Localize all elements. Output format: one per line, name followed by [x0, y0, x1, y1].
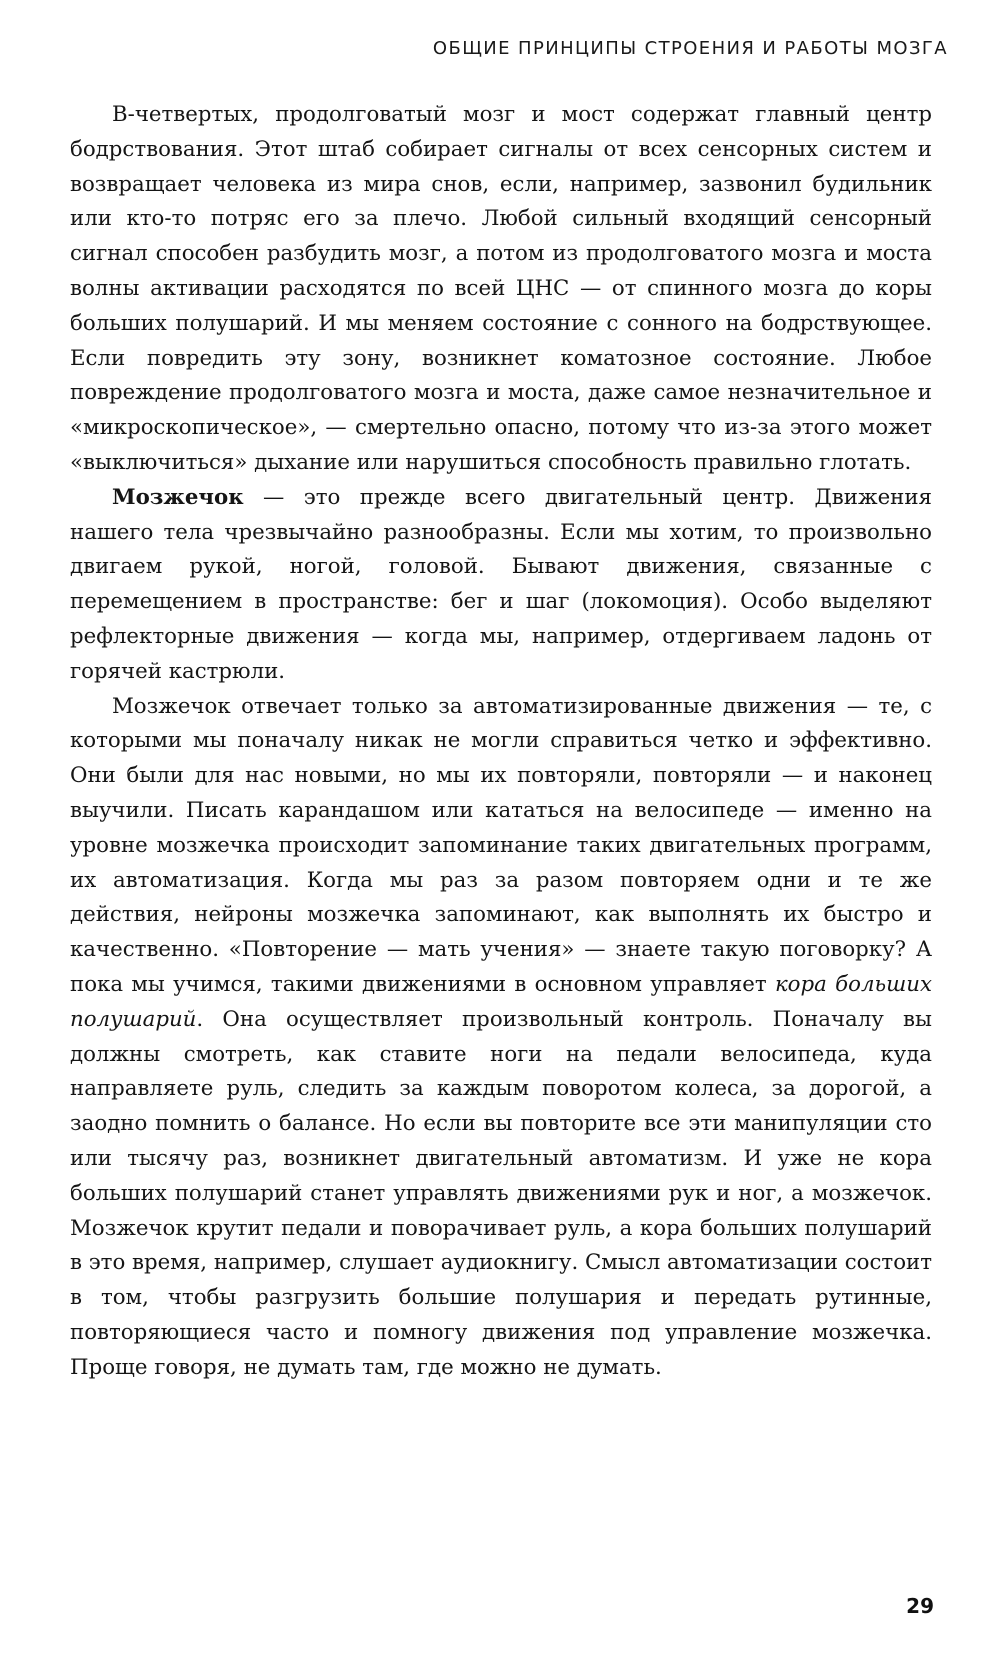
paragraph-automatized-movements-text-after: . Она осуществляет произвольный контроль. Поначалу вы должны смотреть, как ставите ноги на педали велосипеда, куда направляете руль, следить за каждым поворотом колеса, за дорогой, а заодно помнить о балансе. Но если вы повторите все эти манипуляции сто или тысячу раз, возникнет двигательный автоматизм. И уже не кора больших полушарий станет управлять движениями рук и ног, а мозжечок. Мозжечок крутит педали и поворачивает руль, а кора больших полушарий в это время, например, слушает аудиокнигу. Смысл автоматизации состоит в том, чтобы разгрузить большие полушария и передать рутинные, повторяющиеся часто и помногу движения под управление мозжечка. Проще говоря, не думать там, где можно не думать. [70, 1006, 932, 1380]
paragraph-cerebellum-intro-text: — это прежде всего двигательный центр. Движения нашего тела чрезвычайно разнообразны. Если мы хотим, то произвольно двигаем рукой, ногой, головой. Бывают движения, связанные с перемещением в пространстве: бег и шаг (локомоция). Особо выделяют рефлекторные движения — когда мы, например, отдергиваем ладонь от горячей кастрюли. [70, 484, 932, 684]
page-number: 29 [906, 1594, 934, 1618]
paragraph-wakefulness-center: В-четвертых, продолговатый мозг и мост содержат главный центр бодрствования. Этот штаб собирает сигналы от всех сенсорных систем и возвращает человека из мира снов, если, например, зазвонил будильник или кто-то потряс его за плечо. Любой сильный входящий сенсорный сигнал способен разбудить мозг, а потом из продолговатого мозга и моста волны активации расходятся по всей ЦНС — от спинного мозга до коры больших полушарий. И мы меняем состояние с сонного на бодрствующее. Если повредить эту зону, возникнет коматозное состояние. Любое повреждение продолговатого мозга и моста, даже самое незначительное и «микроскопическое», — смертельно опасно, потому что из-за этого может «выключиться» дыхание или нарушиться способность правильно глотать. [70, 102, 932, 475]
running-header: ОБЩИЕ ПРИНЦИПЫ СТРОЕНИЯ И РАБОТЫ МОЗГА [432, 38, 948, 59]
paragraph-automatized-movements [70, 690, 932, 1386]
paragraph-cerebellum-intro [70, 481, 932, 690]
paragraph-automatized-movements-text-before: Мозжечок отвечает только за автоматизированные движения — те, с которыми мы поначалу никак не могли справиться четко и эффективно. Они были для нас новыми, но мы их повторяли, повторяли — и наконец выучили. Писать карандашом или кататься на велосипеде — именно на уровне мозжечка происходит запоминание таких двигательных программ, их автоматизация. Когда мы раз за разом повторяем одни и те же действия, нейроны мозжечка запоминают, как выполнять их быстро и качественно. «Повторение — мать учения» — знаете такую поговорку? А пока мы учимся, такими движениями в основном управляет [70, 693, 932, 997]
term-cerebellum: Мозжечок [112, 484, 244, 510]
body-text [70, 98, 932, 1385]
term-cerebral-cortex: кора больших полушарий [70, 971, 932, 1032]
